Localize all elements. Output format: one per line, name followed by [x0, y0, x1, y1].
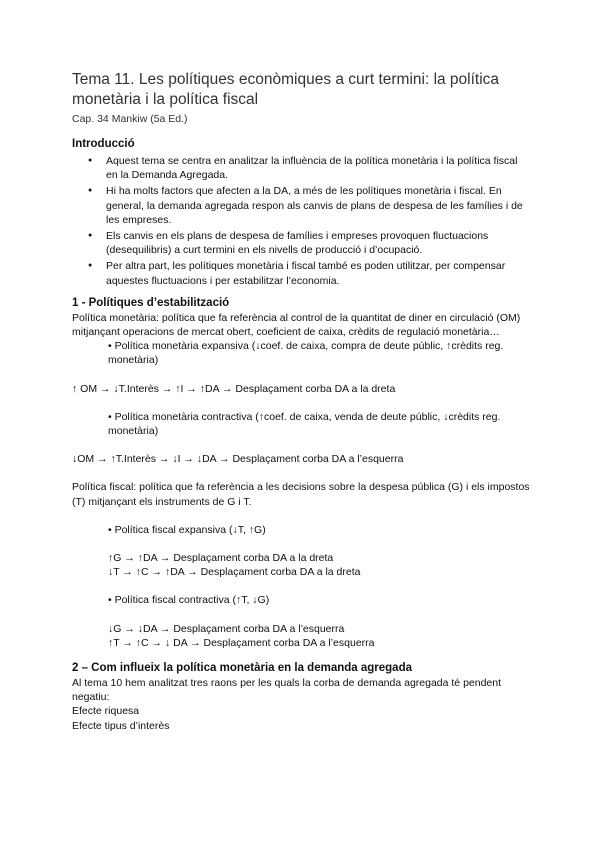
fiscal-contractive-chain-2: ↑T → ↑C → ↓ DA → Desplaçament corba DA a l’esquerra [108, 636, 375, 649]
intro-bullet: ● Per altra part, les polítiques monetària i fiscal també es poden utilitzar, per compensar aquestes fluctuacions i per estabilitzar l’economia. [106, 259, 532, 287]
intro-bullet-list [72, 154, 532, 288]
monetary-contractive-item: • Política monetària contractiva (↑coef. de caixa, venda de deute públic, ↓crèdits reg. monetària) [108, 410, 501, 438]
fiscal-expansive-chain-1: ↑G → ↑DA → Desplaçament corba DA a la dreta [108, 552, 334, 565]
document-page [72, 70, 532, 733]
intro-bullet: ● Els canvis en els plans de despesa de famílies i empreses provoquen fluctuacions (desequilibris) a curt termini en els nivells de producció i d’ocupació. [106, 229, 532, 257]
fiscal-policy-definition: Política fiscal: política que fa referència a les decisions sobre la despesa pública (G) i els impostos (T) mitjançant els instruments de G i T. [72, 481, 530, 508]
section-2-text: Al tema 10 hem analitzat tres raons per les quals la corba de demanda agregada té pendent negatiu: [72, 677, 502, 704]
fiscal-expansive-item: • Política fiscal expansiva (↓T, ↑G) [108, 523, 266, 536]
title-line-1: Tema 11. Les polítiques econòmiques a curt termini: la política [72, 71, 500, 88]
section-1-heading: 1 - Polítiques d’estabilització [72, 296, 230, 309]
document-subtitle: Cap. 34 Mankiw (5a Ed.) [72, 113, 188, 125]
monetary-expansive-chain: ↑ OM → ↓T.Interès → ↑I → ↑DA → Desplaçament corba DA a la dreta [72, 382, 396, 395]
section-2-heading: 2 – Com influeix la política monetària en la demanda agregada [72, 662, 412, 675]
wealth-effect-item: Efecte riquesa [72, 705, 140, 718]
fiscal-expansive-chain-2: ↓T → ↑C → ↑DA → Desplaçament corba DA a la dreta [108, 566, 361, 579]
document-title [72, 70, 532, 110]
monetary-expansive-item: • Política monetària expansiva (↓coef. de caixa, compra de deute públic, ↑crèdits reg. monetària) [108, 340, 504, 367]
intro-bullet: ● Hi ha molts factors que afecten a la DA, a més de les polítiques monetària i fiscal. En general, la demanda agregada respon als canvis de plans de despesa de les famílies i de les empreses. [106, 184, 532, 227]
fiscal-contractive-chain-1: ↓G → ↓DA → Desplaçament corba DA a l’esquerra [108, 622, 345, 635]
interest-rate-effect-item: Efecte tipus d’interès [72, 719, 170, 732]
monetary-policy-definition: Política monetària: política que fa referència al control de la quantitat de diner en circulació (OM) mitjançant operacions de mercat obert, coeficient de caixa, crèdits de regulació monetària… [72, 311, 521, 339]
fiscal-contractive-item: • Política fiscal contractiva (↑T, ↓G) [108, 594, 270, 607]
intro-heading: Introducció [72, 138, 135, 150]
title-line-2: monetària i la política fiscal [72, 91, 259, 108]
intro-bullet: ● Aquest tema se centra en analitzar la influència de la política monetària i la política fiscal en la Demanda Agregada. [106, 154, 532, 182]
monetary-contractive-chain: ↓OM → ↑T.Interès → ↓I → ↓DA → Desplaçament corba DA a l’esquerra [72, 453, 404, 466]
